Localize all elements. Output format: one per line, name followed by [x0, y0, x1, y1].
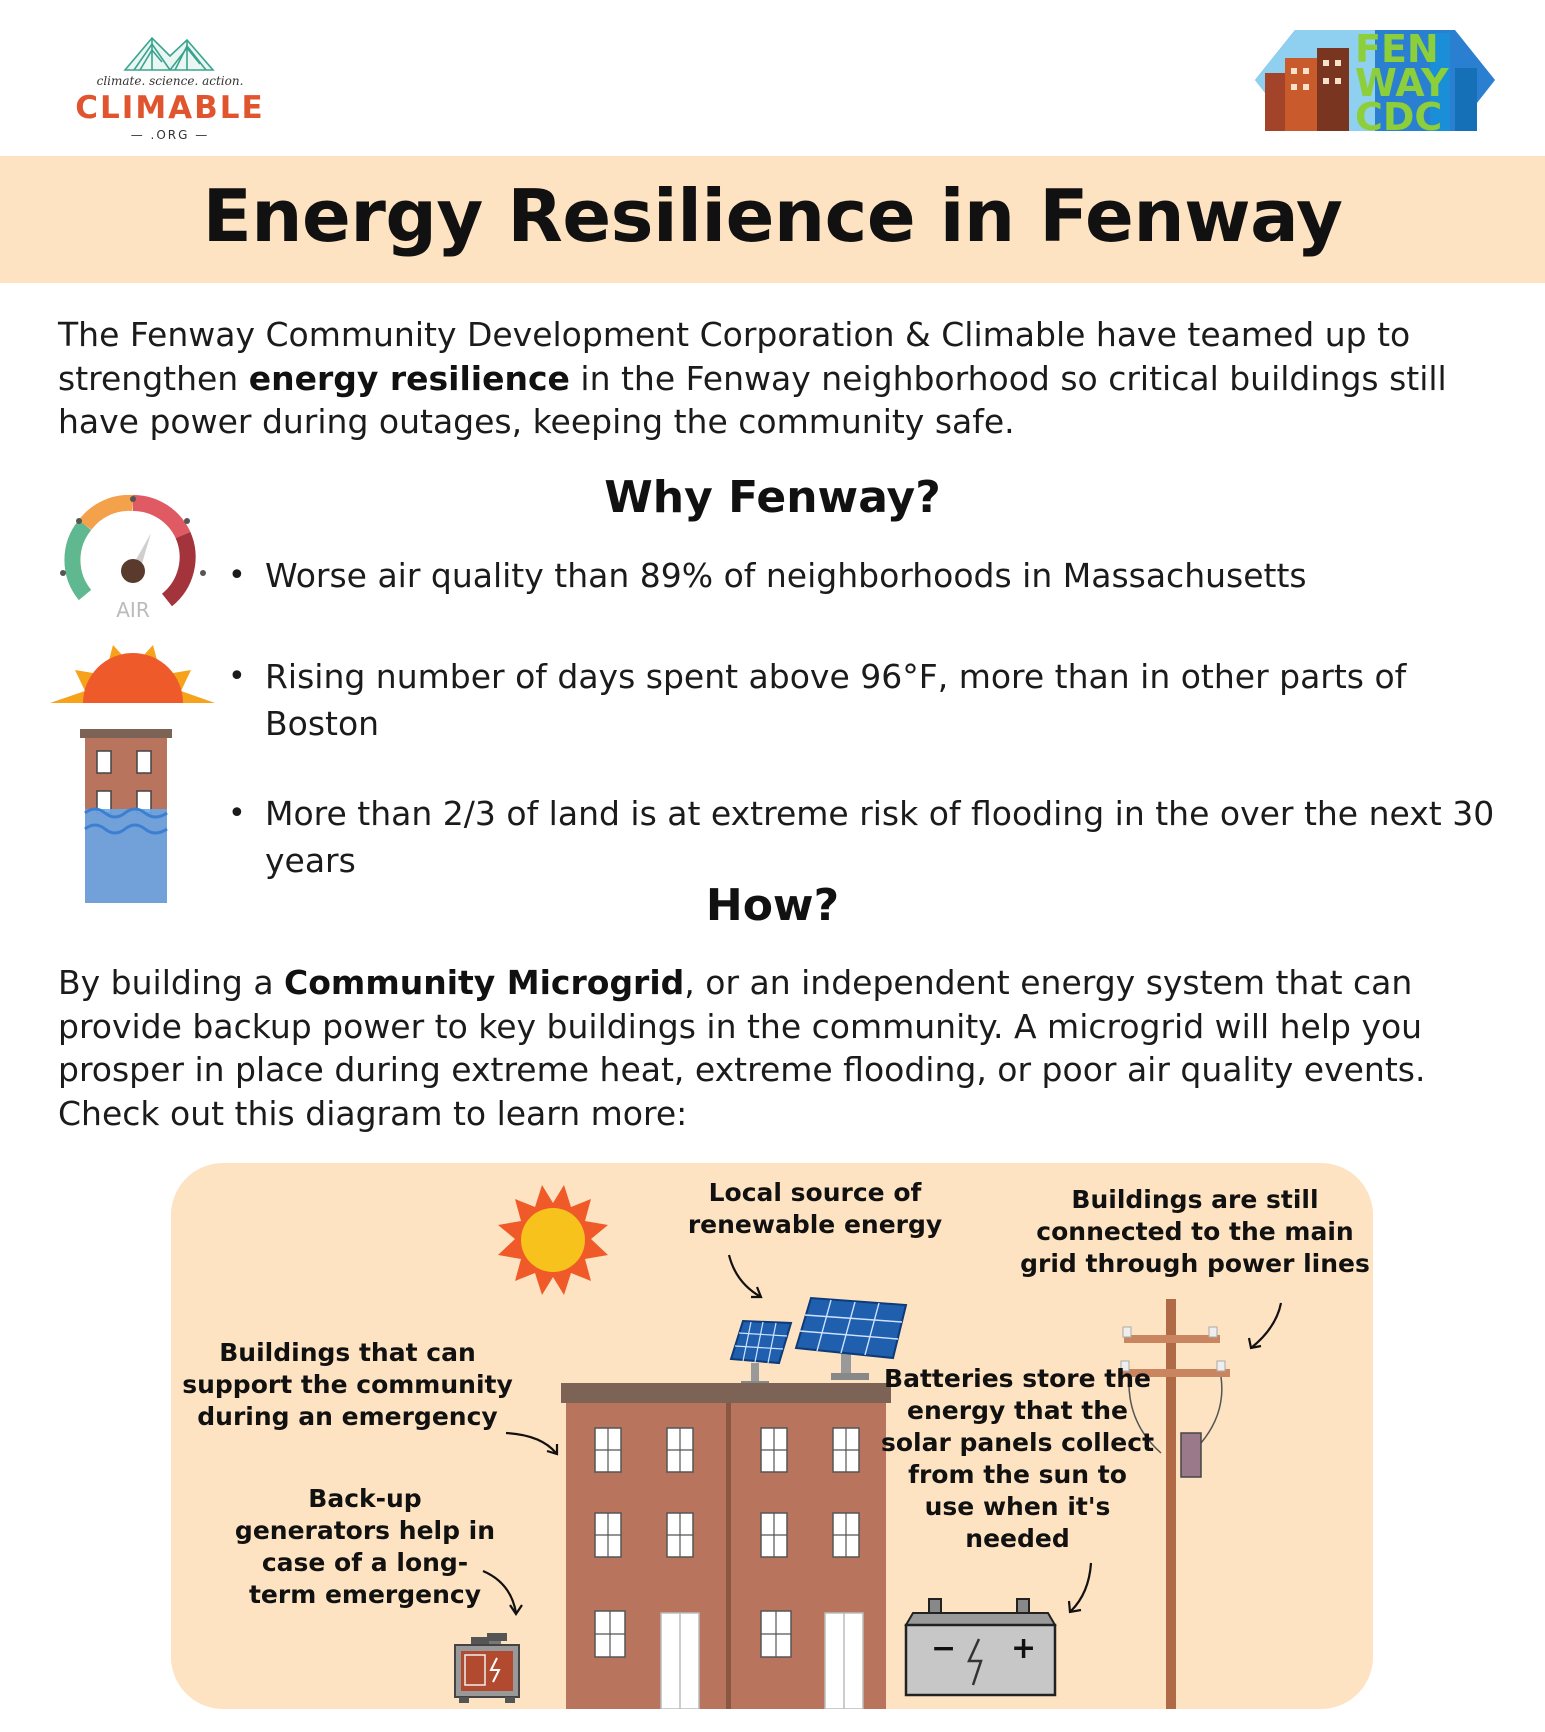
support-buildings-label: Buildings that can support the community during an emergency [182, 1338, 513, 1431]
battery-icon [906, 1599, 1055, 1695]
page-title: Energy Resilience in Fenway [202, 174, 1343, 258]
bullet-flooding [225, 790, 1495, 884]
bullet-heat [225, 653, 1495, 747]
backup-generator-icon [455, 1633, 519, 1703]
intro-paragraph [58, 313, 1498, 444]
bullet-marker: • [228, 796, 246, 831]
climable-tagline: climate. science. action. [96, 74, 244, 88]
backup-generators-label: Back-up generators help in case of a long-term emergency [234, 1484, 496, 1609]
main-grid-label: Buildings are still connected to the main grid through power lines [1020, 1185, 1370, 1278]
bullet-marker: • [228, 659, 246, 694]
climable-wordmark: CLIMABLE [75, 90, 265, 126]
arrow-to-buildings [506, 1433, 556, 1453]
bullet-text: More than 2/3 of land is at extreme risk of flooding in the over the next 30 years [265, 794, 1495, 880]
intro-bold-phrase: energy resilience [248, 358, 570, 398]
sun-icon [498, 1185, 608, 1295]
battery-plus-sign: + [1011, 1631, 1037, 1666]
air-gauge-label: AIR [116, 598, 150, 622]
bullet-marker: • [228, 558, 246, 593]
community-buildings-icon [561, 1383, 891, 1709]
solar-panel-small-icon [731, 1321, 791, 1387]
arrow-to-pole [1251, 1303, 1281, 1348]
fenway-cdc-wordmark [1355, 28, 1449, 133]
fenway-cdc-logo [1255, 28, 1495, 133]
bullet-text: Rising number of days spent above 96°F, more than in other parts of Boston [265, 657, 1407, 743]
climable-org-suffix: — .ORG — [130, 128, 210, 142]
risk-icons-column [45, 495, 215, 905]
how-paragraph [58, 961, 1498, 1135]
bullet-text: Worse air quality than 89% of neighborhoods in Massachusetts [265, 556, 1307, 595]
air-quality-gauge-icon [60, 496, 206, 622]
flooded-building-icon [80, 729, 172, 903]
heat-sun-icon [50, 645, 215, 703]
intro-text-end: in the Fenway neighborhood so critical buildings still have power during outages, keeping the community safe. [58, 358, 1447, 441]
arrow-to-solar [729, 1255, 761, 1297]
intro-text-start: The Fenway Community Development Corporation & Climable have teamed up to strengthen [58, 315, 1411, 398]
fenway-logo-line-2: WAY [1355, 61, 1449, 105]
arrow-to-battery [1071, 1563, 1091, 1611]
renewable-energy-label: Local source of renewable energy [687, 1178, 943, 1239]
batteries-label: Batteries store the energy that the solar panels collect from the sun to use when it's needed [880, 1364, 1155, 1553]
battery-minus-sign: − [931, 1631, 957, 1666]
why-fenway-heading: Why Fenway? [604, 472, 941, 523]
bullet-air-quality [225, 552, 1495, 599]
fenway-logo-line-1: FEN [1355, 28, 1439, 71]
how-bold-phrase: Community Microgrid [284, 963, 685, 1002]
how-text-end: , or an independent energy system that can provide backup power to key buildings in the community. A microgrid will help you prosper in place during extreme heat, extreme flooding, or poor air quality events. Check out this diagram to learn more: [58, 963, 1426, 1133]
fenway-logo-line-3: CDC [1355, 95, 1443, 133]
how-text-start: By building a [58, 963, 285, 1002]
how-heading: How? [705, 880, 840, 931]
